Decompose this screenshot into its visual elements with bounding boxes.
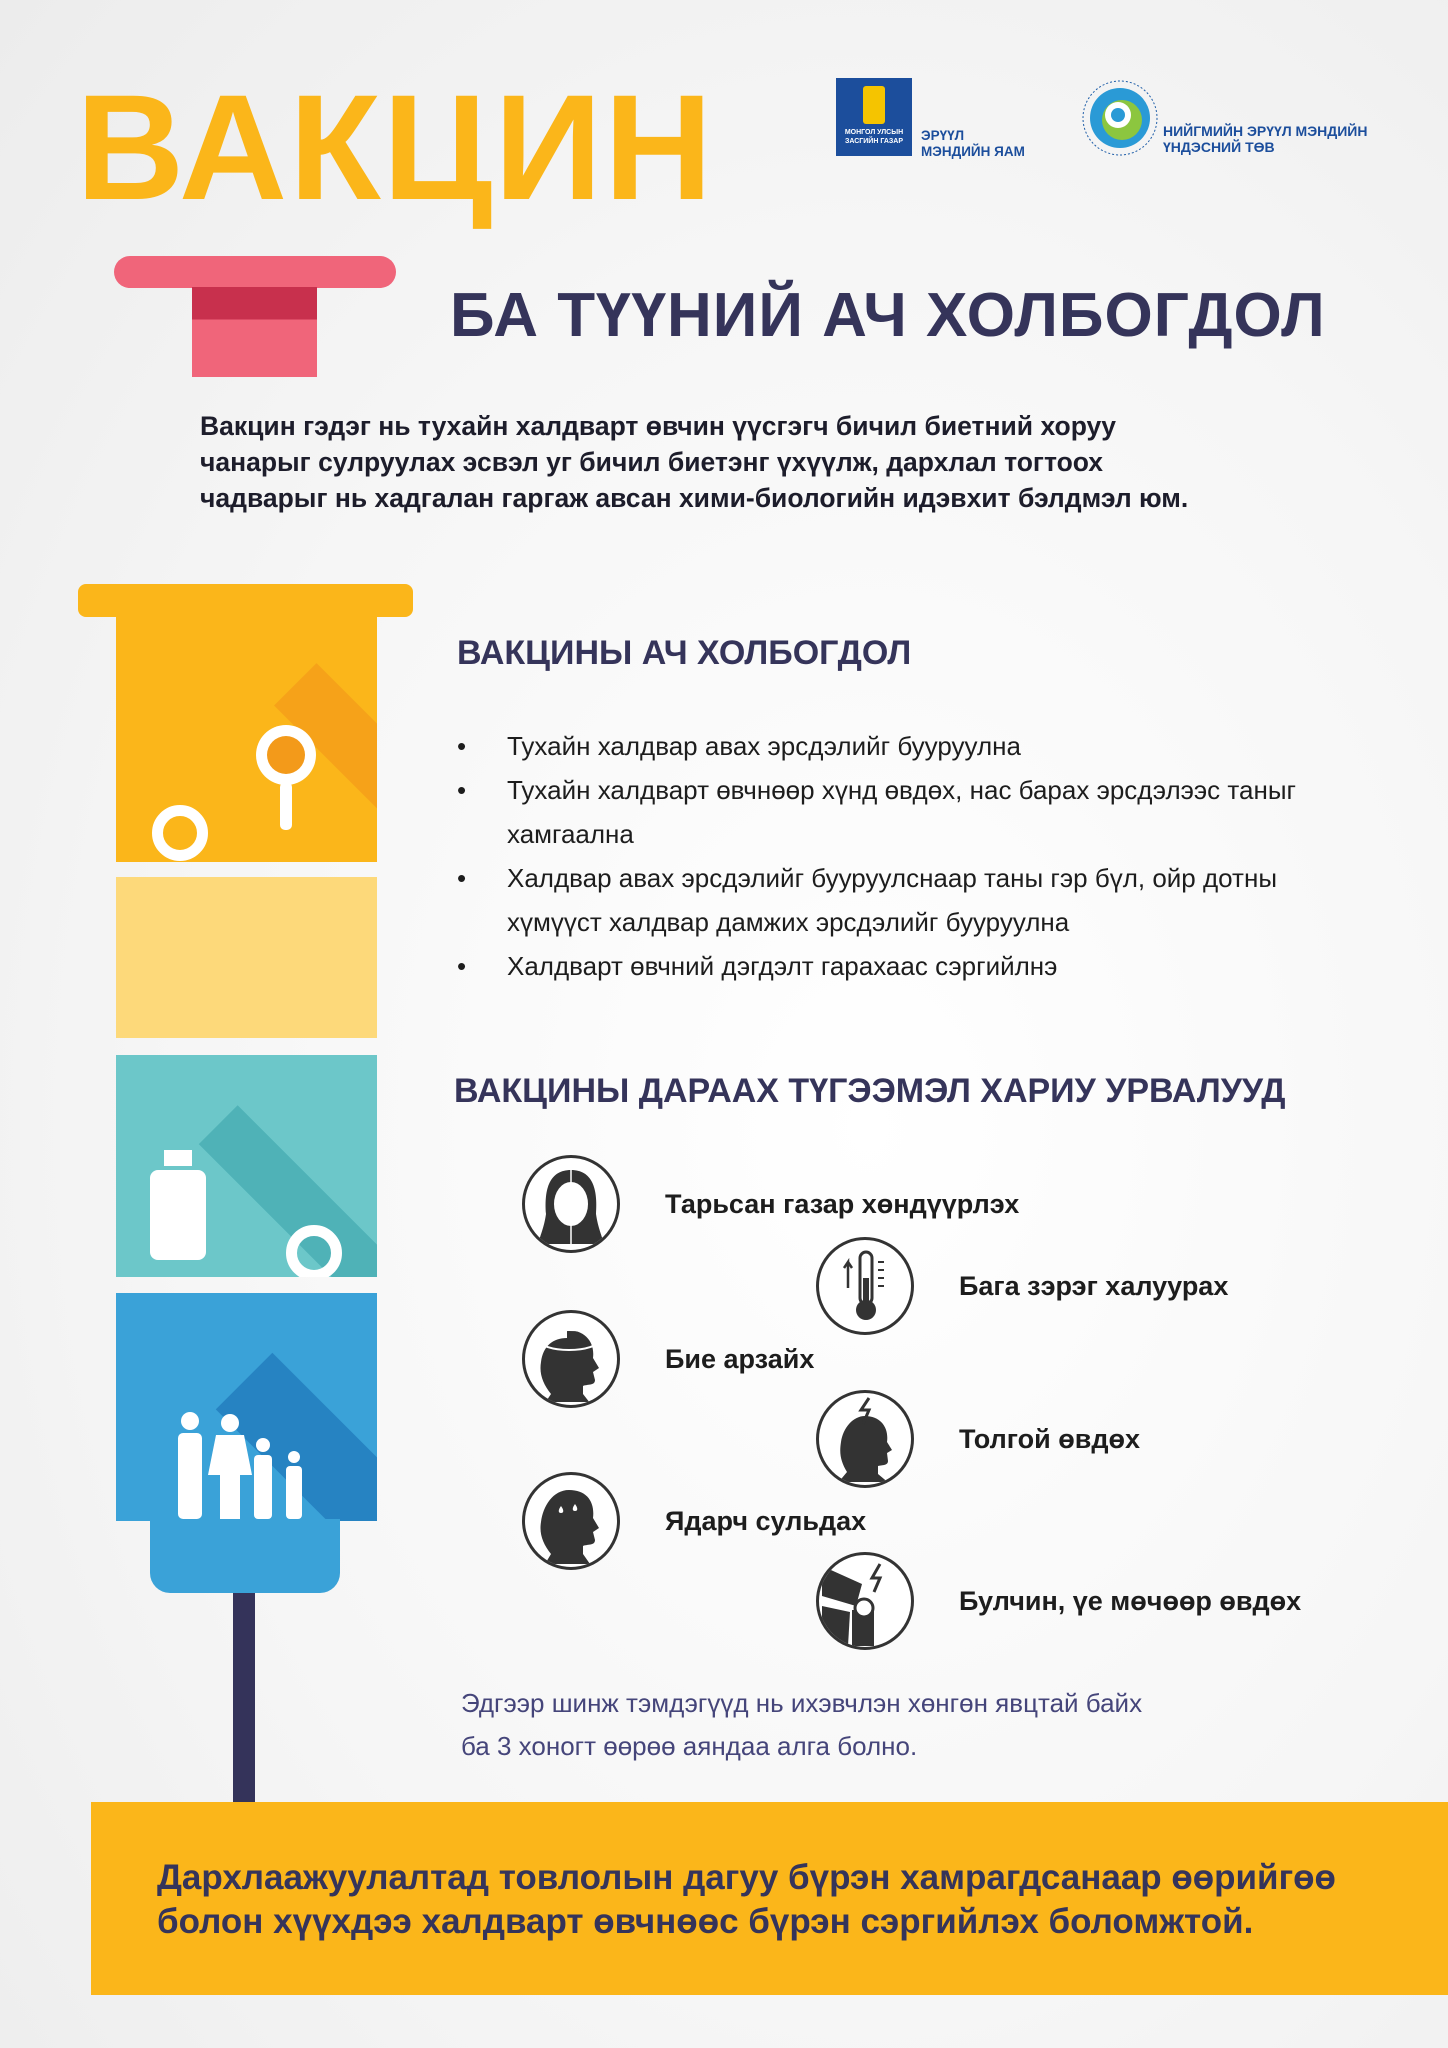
- syringe-flange: [78, 584, 413, 617]
- reaction-item: [816, 1552, 1301, 1650]
- magnifier-icon: [251, 720, 331, 840]
- reaction-label: Ядарч сульдах: [665, 1505, 867, 1536]
- ncph-name-1: НИЙГМИЙН ЭРҮҮЛ МЭНДИЙН: [1163, 123, 1368, 139]
- reaction-label: Бага зэрэг халуурах: [959, 1270, 1229, 1301]
- list-item: • Халдварт өвчний дэгдэлт гарахаас сэргийлнэ: [455, 944, 1355, 988]
- vial-icon: [150, 1150, 206, 1260]
- family-icon: [168, 1411, 318, 1521]
- sweating-head-icon: [522, 1472, 620, 1570]
- intro-paragraph: Вакцин гэдэг нь тухайн халдварт өвчин үүсгэгч бичил биетний хоруу чанарыг сулруулах эсвэл уг бичил биетэнг үхүүлж, дархлал тогтоох чадварыг нь хадгалан гаргаж авсан хими-биологийн идэвхит бэлдмэл юм.: [200, 411, 1189, 513]
- ncph-name-2: ҮНДЭСНИЙ ТӨВ: [1163, 139, 1275, 155]
- plunger-stem: [192, 287, 317, 377]
- reaction-label: Толгой өвдөх: [959, 1423, 1140, 1454]
- main-title: ВАКЦИН: [76, 63, 715, 231]
- importance-heading: ВАКЦИНЫ АЧ ХОЛБОГДОЛ: [457, 634, 912, 672]
- reactions-heading: ВАКЦИНЫ ДАРААХ ТҮГЭЭМЭЛ ХАРИУ УРВАЛУУД: [454, 1072, 1286, 1110]
- reaction-label: Булчин, үе мөчөөр өвдөх: [959, 1585, 1302, 1616]
- list-item: • Халдвар авах эрсдэлийг бууруулснаар таны гэр бүл, ойр дотны хүмүүст халдвар дамжих эрсдэлийг бууруулна: [455, 856, 1285, 944]
- syringe-needle: [233, 1593, 255, 1818]
- joint-pain-icon: [816, 1552, 914, 1650]
- puzzle-knob: [152, 805, 208, 861]
- subtitle: БА ТҮҮНИЙ АЧ ХОЛБОГДОЛ: [450, 281, 1326, 350]
- reaction-label: Тарьсан газар хөндүүрлэх: [665, 1188, 1020, 1219]
- footer-message: Дархлаажуулалтад товлолын дагуу бүрэн хамрагдсанаар өөрийгөө болон хүүхдээ халдварт өвчнөөс бүрэн сэргийлэх боломжтой.: [157, 1858, 1336, 1941]
- reaction-item: [522, 1310, 814, 1408]
- ministry-name-1: ЭРҮҮЛ: [921, 128, 965, 143]
- ministry-name-2: МЭНДИЙН ЯАМ: [921, 144, 1025, 159]
- syringe-tip: [150, 1519, 340, 1593]
- syringe-teal-segment: [116, 1055, 377, 1277]
- syringe-light-yellow-segment: [116, 877, 377, 1038]
- plunger-icon: [114, 256, 396, 288]
- puzzle-knob: [286, 1225, 342, 1277]
- face-pain-icon: [522, 1155, 620, 1253]
- reaction-item: [816, 1237, 1228, 1335]
- importance-list: [455, 724, 1355, 988]
- ministry-logo: МОНГОЛ УЛСЫН ЗАСГИЙН ГАЗАР: [836, 78, 912, 156]
- syringe-yellow-segment: [116, 615, 377, 862]
- syringe-blue-segment: [116, 1293, 377, 1521]
- dizzy-head-icon: [522, 1310, 620, 1408]
- reaction-item: [522, 1472, 866, 1570]
- reactions-note: Эдгээр шинж тэмдэгүүд нь ихэвчлэн хөнгөн явцтай байх ба 3 хоногт өөрөө аяндаа алга болно.: [461, 1688, 1143, 1761]
- reaction-label: Бие арзайх: [665, 1343, 815, 1374]
- list-item: • Тухайн халдвар авах эрсдэлийг бууруулна: [455, 724, 1355, 768]
- soyombo-emblem-icon: [863, 86, 885, 124]
- ncph-logo-icon: [1080, 77, 1160, 159]
- list-item: • Тухайн халдварт өвчнөөр хүнд өвдөх, нас барах эрсдэлээс таныг хамгаална: [455, 768, 1355, 856]
- thermometer-icon: [816, 1237, 914, 1335]
